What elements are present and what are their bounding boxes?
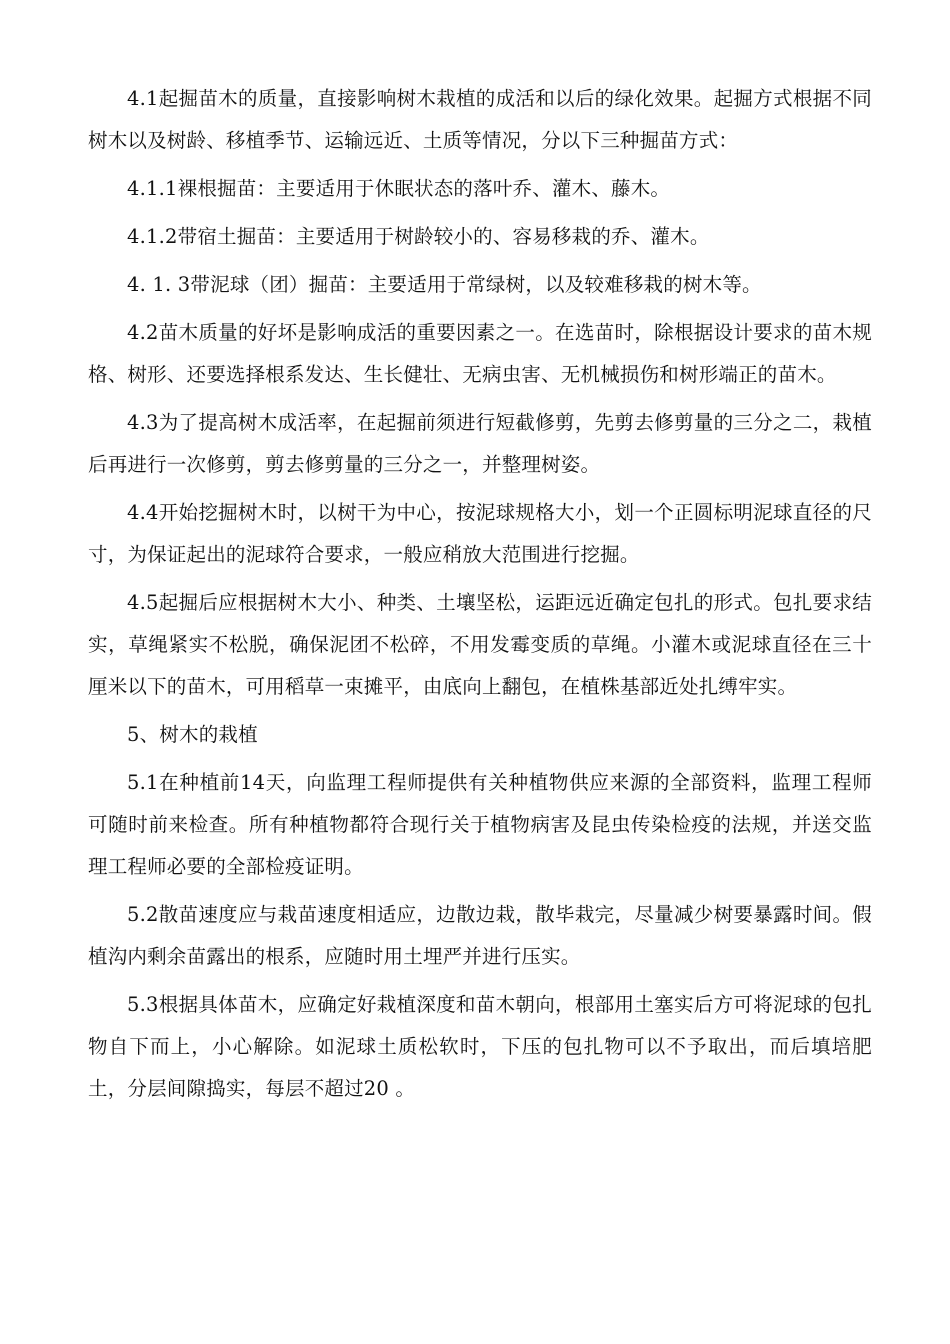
paragraph-4-1: 4.1起掘苗木的质量，直接影响树木栽植的成活和以后的绿化效果。起掘方式根据不同树木以及树龄、移植季节、运输远近、土质等情况，分以下三种掘苗方式： [88,87,872,152]
paragraph-5-1: 5.1在种植前14天，向监理工程师提供有关种植物供应来源的全部资料，监理工程师可随时前来检查。所有种植物都符合现行关于植物病害及昆虫传染检疫的法规，并送交监理工程师必要的全部检疫证明。 [88,771,872,878]
section-heading-5: 5、树木的栽植 [127,723,258,746]
paragraph-4-2: 4.2苗木质量的好坏是影响成活的重要因素之一。在选苗时，除根据设计要求的苗木规格、树形、还要选择根系发达、生长健壮、无病虫害、无机械损伤和树形端正的苗木。 [88,321,872,386]
paragraph-4-1-2: 4.1.2带宿土掘苗：主要适用于树龄较小的、容易移栽的乔、灌木。 [127,225,710,248]
paragraph-4-1-3: 4. 1. 3带泥球（团）掘苗：主要适用于常绿树，以及较难移栽的树木等。 [127,273,762,296]
document-page [88,78,872,1116]
paragraph-4-5: 4.5起掘后应根据树木大小、种类、土壤坚松，运距远近确定包扎的形式。包扎要求结实，草绳紧实不松脱，确保泥团不松碎，不用发霉变质的草绳。小灌木或泥球直径在三十厘米以下的苗木，可用稻草一束摊平，由底向上翻包，在植株基部近处扎缚牢实。 [88,591,872,698]
paragraph-4-1-1: 4.1.1裸根掘苗：主要适用于休眠状态的落叶乔、灌木、藤木。 [127,177,671,200]
paragraph-5-2: 5.2散苗速度应与栽苗速度相适应，边散边栽，散毕栽完，尽量减少树要暴露时间。假植沟内剩余苗露出的根系，应随时用土埋严并进行压实。 [88,903,872,968]
paragraph-4-4: 4.4开始挖掘树木时，以树干为中心，按泥球规格大小，划一个正圆标明泥球直径的尺寸，为保证起出的泥球符合要求，一般应稍放大范围进行挖掘。 [88,501,872,566]
paragraph-4-3: 4.3为了提高树木成活率，在起掘前须进行短截修剪，先剪去修剪量的三分之二，栽植后再进行一次修剪，剪去修剪量的三分之一，并整理树姿。 [88,411,872,476]
paragraph-5-3: 5.3根据具体苗木，应确定好栽植深度和苗木朝向，根部用土塞实后方可将泥球的包扎物自下而上，小心解除。如泥球土质松软时，下压的包扎物可以不予取出，而后填培肥土，分层间隙捣实，每层不超过20 。 [88,993,872,1100]
